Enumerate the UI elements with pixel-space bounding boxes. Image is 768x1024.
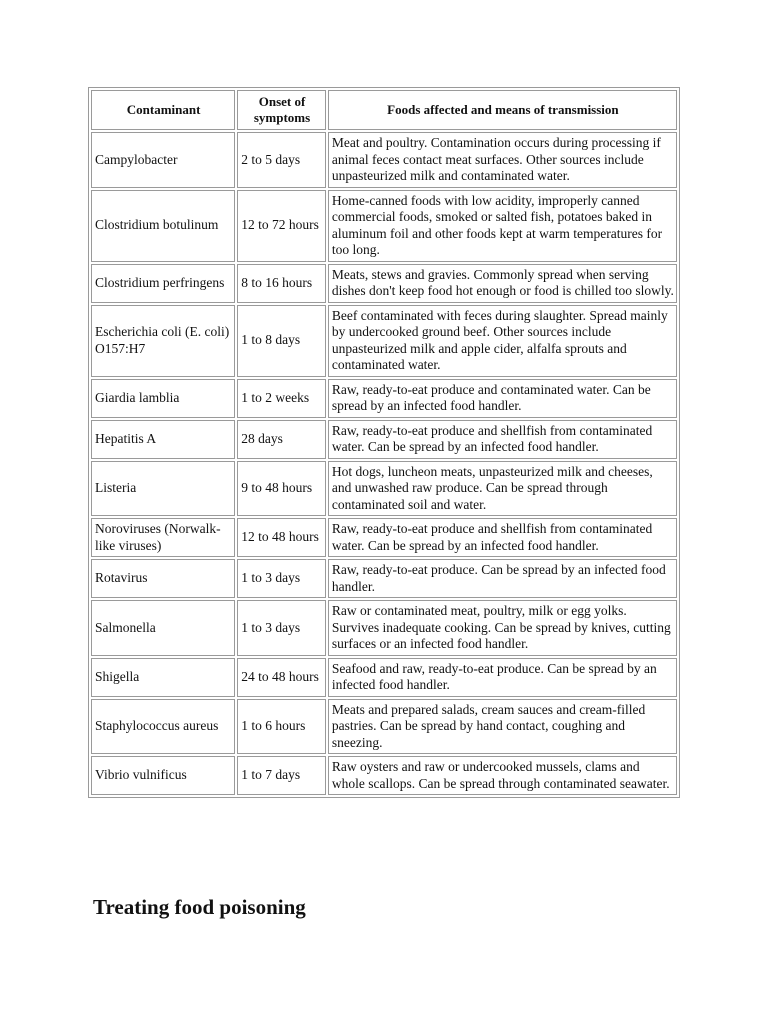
header-contaminant: Contaminant bbox=[91, 90, 235, 130]
cell-contaminant: Clostridium perfringens bbox=[91, 264, 235, 303]
table-row bbox=[91, 379, 677, 418]
cell-onset: 24 to 48 hours bbox=[237, 658, 326, 697]
cell-foods: Raw oysters and raw or undercooked mussels, clams and whole scallops. Can be spread through contaminated seawater. bbox=[328, 756, 677, 795]
cell-onset: 1 to 6 hours bbox=[237, 699, 326, 755]
cell-contaminant: Campylobacter bbox=[91, 132, 235, 188]
cell-foods: Meats and prepared salads, cream sauces and cream-filled pastries. Can be spread by hand contact, coughing and sneezing. bbox=[328, 699, 677, 755]
cell-onset: 1 to 3 days bbox=[237, 559, 326, 598]
cell-foods: Hot dogs, luncheon meats, unpasteurized milk and cheeses, and unwashed raw produce. Can be spread through contaminated soil and water. bbox=[328, 461, 677, 517]
cell-contaminant: Clostridium botulinum bbox=[91, 190, 235, 262]
cell-onset: 1 to 3 days bbox=[237, 600, 326, 656]
table-body bbox=[91, 132, 677, 795]
cell-onset: 12 to 72 hours bbox=[237, 190, 326, 262]
table-header-row bbox=[91, 90, 677, 130]
cell-contaminant: Hepatitis A bbox=[91, 420, 235, 459]
food-poisoning-table bbox=[88, 87, 680, 798]
cell-foods: Beef contaminated with feces during slaughter. Spread mainly by undercooked ground beef. Other sources include unpasteurized milk and apple cider, alfalfa sprouts and contaminated water. bbox=[328, 305, 677, 377]
table-row bbox=[91, 658, 677, 697]
table-row bbox=[91, 461, 677, 517]
header-foods: Foods affected and means of transmission bbox=[328, 90, 677, 130]
table-row bbox=[91, 600, 677, 656]
cell-contaminant: Salmonella bbox=[91, 600, 235, 656]
cell-foods: Raw, ready-to-eat produce and shellfish from contaminated water. Can be spread by an infected food handler. bbox=[328, 420, 677, 459]
table-row bbox=[91, 420, 677, 459]
cell-onset: 28 days bbox=[237, 420, 326, 459]
cell-onset: 12 to 48 hours bbox=[237, 518, 326, 557]
table-row bbox=[91, 132, 677, 188]
cell-foods: Seafood and raw, ready-to-eat produce. Can be spread by an infected food handler. bbox=[328, 658, 677, 697]
cell-onset: 2 to 5 days bbox=[237, 132, 326, 188]
cell-foods: Meats, stews and gravies. Commonly spread when serving dishes don't keep food hot enough or food is chilled too slowly. bbox=[328, 264, 677, 303]
cell-foods: Raw, ready-to-eat produce. Can be spread by an infected food handler. bbox=[328, 559, 677, 598]
cell-contaminant: Escherichia coli (E. coli) O157:H7 bbox=[91, 305, 235, 377]
cell-foods: Home-canned foods with low acidity, improperly canned commercial foods, smoked or salted fish, potatoes baked in aluminum foil and other foods kept at warm temperatures for too long. bbox=[328, 190, 677, 262]
table-row bbox=[91, 699, 677, 755]
cell-foods: Raw, ready-to-eat produce and contaminated water. Can be spread by an infected food handler. bbox=[328, 379, 677, 418]
table-row bbox=[91, 518, 677, 557]
cell-contaminant: Giardia lamblia bbox=[91, 379, 235, 418]
table-row bbox=[91, 756, 677, 795]
cell-foods: Raw, ready-to-eat produce and shellfish from contaminated water. Can be spread by an infected food handler. bbox=[328, 518, 677, 557]
cell-onset: 1 to 7 days bbox=[237, 756, 326, 795]
cell-contaminant: Vibrio vulnificus bbox=[91, 756, 235, 795]
header-onset: Onset of symptoms bbox=[237, 90, 326, 130]
cell-foods: Meat and poultry. Contamination occurs during processing if animal feces contact meat surfaces. Other sources include unpasteurized milk and contaminated water. bbox=[328, 132, 677, 188]
cell-contaminant: Noroviruses (Norwalk-like viruses) bbox=[91, 518, 235, 557]
table-row bbox=[91, 305, 677, 377]
cell-contaminant: Shigella bbox=[91, 658, 235, 697]
section-heading: Treating food poisoning bbox=[93, 895, 306, 919]
cell-contaminant: Staphylococcus aureus bbox=[91, 699, 235, 755]
cell-onset: 1 to 2 weeks bbox=[237, 379, 326, 418]
table-row bbox=[91, 559, 677, 598]
cell-contaminant: Listeria bbox=[91, 461, 235, 517]
table-row bbox=[91, 264, 677, 303]
table-row bbox=[91, 190, 677, 262]
cell-foods: Raw or contaminated meat, poultry, milk or egg yolks. Survives inadequate cooking. Can be spread by knives, cutting surfaces or an infected food handler. bbox=[328, 600, 677, 656]
cell-onset: 8 to 16 hours bbox=[237, 264, 326, 303]
cell-onset: 1 to 8 days bbox=[237, 305, 326, 377]
cell-onset: 9 to 48 hours bbox=[237, 461, 326, 517]
cell-contaminant: Rotavirus bbox=[91, 559, 235, 598]
